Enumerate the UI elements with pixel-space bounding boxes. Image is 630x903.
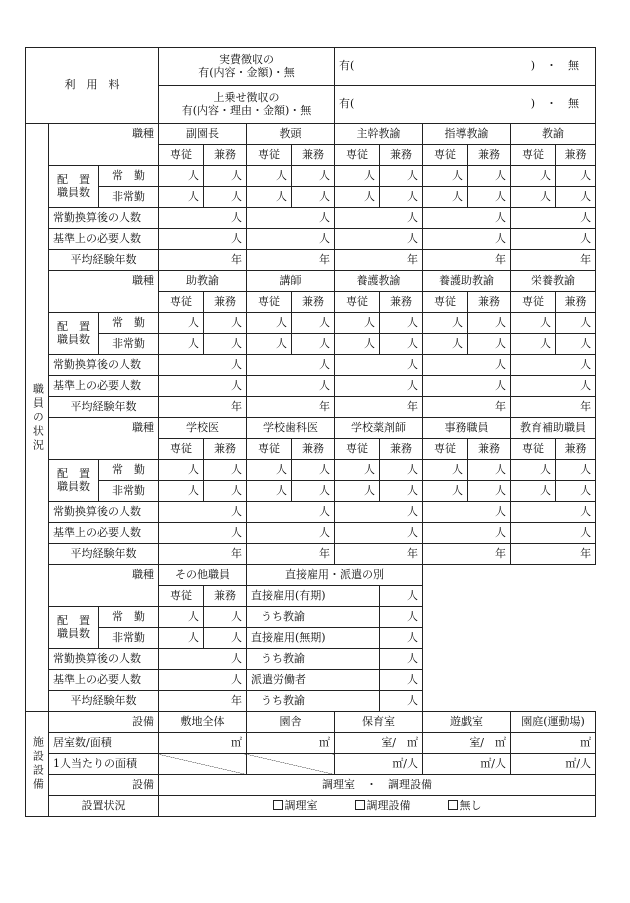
facility-col-header: 園庭(運動場) xyxy=(511,712,596,733)
staff-count-cell[interactable]: 人 xyxy=(247,481,292,502)
keiken-label: 平均経験年数 xyxy=(49,250,159,271)
staff-count-cell[interactable]: 人 xyxy=(380,334,423,355)
kenmu-header: 兼務 xyxy=(292,145,335,166)
staff-count-cell[interactable]: 人 xyxy=(159,334,204,355)
staff-sum-cell[interactable]: 年 xyxy=(335,250,423,271)
fee-extra-line1: 上乗せ徴収の xyxy=(213,90,280,104)
kenmu-header: 兼務 xyxy=(468,439,511,460)
staff-count-cell[interactable]: 人 xyxy=(335,187,380,208)
jokin-row xyxy=(26,460,596,481)
job-header: 養護助教諭 xyxy=(423,271,511,292)
staff-section-label: 職員の状況 xyxy=(26,124,49,712)
job-header: 主幹教諭 xyxy=(335,124,423,145)
staff-count-cell[interactable]: 人 xyxy=(423,460,468,481)
staff-sum-cell[interactable]: 人 xyxy=(159,670,247,691)
checkbox-icon[interactable] xyxy=(355,800,365,810)
haichi-line1: 配 置 xyxy=(57,319,90,333)
haichi-line1: 配 置 xyxy=(57,172,90,186)
staff-count-cell[interactable]: 人 xyxy=(556,460,596,481)
staff-count-cell[interactable]: 人 xyxy=(204,334,247,355)
kanzan-label: 常勤換算後の人数 xyxy=(49,355,159,376)
blank-area xyxy=(423,565,596,712)
senju-header: 専従 xyxy=(511,145,556,166)
staff-sum-cell[interactable]: 年 xyxy=(159,544,247,565)
staff-count-cell[interactable]: 人 xyxy=(247,334,292,355)
hijokin-label: 非常勤 xyxy=(99,481,159,502)
staff-sum-cell[interactable]: 年 xyxy=(335,397,423,418)
staff-count-cell[interactable]: 人 xyxy=(511,334,556,355)
employment-sub-teacher: うち教諭 xyxy=(247,691,380,712)
staff-count-cell[interactable]: 人 xyxy=(380,313,423,334)
employment-sub-teacher: うち教諭 xyxy=(247,649,380,670)
kenmu-header: 兼務 xyxy=(556,145,596,166)
kenmu-header: 兼務 xyxy=(204,145,247,166)
senju-header: 専従 xyxy=(335,292,380,313)
facility-area-value[interactable]: ㎡ xyxy=(159,733,247,754)
staff-sum-cell[interactable]: 人 xyxy=(335,376,423,397)
staff-sum-cell[interactable]: 人 xyxy=(423,229,511,250)
kenmu-header: 兼務 xyxy=(556,439,596,460)
staff-count-cell[interactable]: 人 xyxy=(159,313,204,334)
staff-count-cell[interactable]: 人 xyxy=(556,313,596,334)
staff-count-cell[interactable]: 人 xyxy=(247,313,292,334)
staff-sum-cell[interactable]: 年 xyxy=(247,397,335,418)
facility-area-value[interactable]: 室/ ㎡ xyxy=(423,733,511,754)
haichi-line1: 配 置 xyxy=(57,466,90,480)
staff-count-cell[interactable]: 人 xyxy=(423,334,468,355)
staff-count-cell[interactable]: 人 xyxy=(556,481,596,502)
staff-sum-cell[interactable]: 年 xyxy=(247,250,335,271)
facility-per-label: 1人当たりの面積 xyxy=(49,754,159,775)
option-kitchen-room[interactable] xyxy=(273,799,318,812)
fee-extra-value[interactable] xyxy=(335,86,596,124)
haichi-line2: 職員数 xyxy=(57,185,90,199)
staff-sum-cell[interactable]: 人 xyxy=(247,523,335,544)
keiken-row xyxy=(26,250,596,271)
jokin-label: 常 勤 xyxy=(99,460,159,481)
facility-na-cell xyxy=(159,754,247,775)
jokin-label: 常 勤 xyxy=(99,313,159,334)
staff-count-cell[interactable]: 人 xyxy=(556,187,596,208)
kijun-label: 基準上の必要人数 xyxy=(49,376,159,397)
haichi-line2: 職員数 xyxy=(57,626,90,640)
staff-sum-cell[interactable]: 人 xyxy=(159,376,247,397)
senju-header: 専従 xyxy=(423,439,468,460)
fee-extra-suffix: ) ・ 無 xyxy=(530,97,580,111)
fee-actual-line1: 実費徴収の xyxy=(219,52,275,66)
haichi-line2: 職員数 xyxy=(57,479,90,493)
staff-sum-cell[interactable]: 人 xyxy=(247,229,335,250)
facility-col-header: 敷地全体 xyxy=(159,712,247,733)
option-label: 調理室 xyxy=(284,798,318,812)
staff-count-cell[interactable]: 人 xyxy=(511,313,556,334)
senju-header: 専従 xyxy=(423,145,468,166)
staff-count-cell[interactable]: 人 xyxy=(159,166,204,187)
job-header: 指導教諭 xyxy=(423,124,511,145)
staff-sum-cell[interactable]: 人 xyxy=(335,523,423,544)
kanzan-row xyxy=(26,355,596,376)
kijun-row xyxy=(26,229,596,250)
staff-count-cell[interactable]: 人 xyxy=(556,334,596,355)
facility-per-value[interactable]: ㎡/人 xyxy=(423,754,511,775)
senju-header: 専従 xyxy=(335,439,380,460)
staff-count-cell[interactable]: 人 xyxy=(292,166,335,187)
staff-count-cell[interactable]: 人 xyxy=(335,166,380,187)
kanzan-label: 常勤換算後の人数 xyxy=(49,649,159,670)
install-options xyxy=(159,796,596,817)
kanzan-row xyxy=(26,208,596,229)
staff-count-cell[interactable]: 人 xyxy=(468,481,511,502)
senju-header: 専従 xyxy=(247,292,292,313)
staff-sum-cell[interactable]: 年 xyxy=(511,250,596,271)
checkbox-icon[interactable] xyxy=(273,800,283,810)
hijokin-label: 非常勤 xyxy=(99,334,159,355)
job-header: 学校医 xyxy=(159,418,247,439)
job-header: 助教諭 xyxy=(159,271,247,292)
job-header: 教諭 xyxy=(511,124,596,145)
staff-count-cell[interactable]: 人 xyxy=(468,334,511,355)
staff-sum-cell[interactable]: 人 xyxy=(423,502,511,523)
facility-col-header: 園舎 xyxy=(247,712,335,733)
staff-count-cell[interactable]: 人 xyxy=(468,313,511,334)
staff-count-cell[interactable]: 人 xyxy=(204,628,247,649)
staff-sum-cell[interactable]: 年 xyxy=(423,397,511,418)
staff-count-cell[interactable]: 人 xyxy=(423,481,468,502)
jokin-row xyxy=(26,166,596,187)
staff-sum-cell[interactable]: 人 xyxy=(159,355,247,376)
facility-per-value[interactable]: ㎡/人 xyxy=(335,754,423,775)
staff-sum-cell[interactable]: 年 xyxy=(159,397,247,418)
staff-count-cell[interactable]: 人 xyxy=(423,313,468,334)
senju-header: 専従 xyxy=(423,292,468,313)
kenmu-header: 兼務 xyxy=(468,145,511,166)
fee-actual-suffix: ) ・ 無 xyxy=(530,59,580,73)
staff-sum-cell[interactable]: 人 xyxy=(159,208,247,229)
staff-sum-cell[interactable]: 年 xyxy=(423,544,511,565)
job-header: 教育補助職員 xyxy=(511,418,596,439)
staff-count-cell[interactable]: 人 xyxy=(292,313,335,334)
staff-count-cell[interactable]: 人 xyxy=(556,166,596,187)
hijokin-row xyxy=(26,187,596,208)
application-form xyxy=(25,47,595,817)
kijun-row xyxy=(26,523,596,544)
staff-count-cell[interactable]: 人 xyxy=(292,460,335,481)
staff-sum-cell[interactable]: 年 xyxy=(335,544,423,565)
senju-header: 専従 xyxy=(159,586,204,607)
kenmu-header: 兼務 xyxy=(556,292,596,313)
facility-col-header: 保育室 xyxy=(335,712,423,733)
shokushu-label-3: 職種 xyxy=(49,418,159,460)
jokin-label: 常 勤 xyxy=(99,607,159,628)
staff-count-cell[interactable]: 人 xyxy=(468,187,511,208)
staff-sum-cell[interactable]: 人 xyxy=(423,355,511,376)
employment-dispatch: 派遣労働者 xyxy=(247,670,380,691)
senju-header: 専従 xyxy=(335,145,380,166)
senju-header: 専従 xyxy=(159,439,204,460)
senju-header: 専従 xyxy=(511,292,556,313)
staff-sum-cell[interactable]: 人 xyxy=(511,523,596,544)
staff-count-cell[interactable]: 人 xyxy=(247,166,292,187)
shokushu-label-1: 職種 xyxy=(49,124,159,166)
hijokin-label: 非常勤 xyxy=(99,187,159,208)
staff-sum-cell[interactable]: 人 xyxy=(511,229,596,250)
staff-sum-cell[interactable]: 人 xyxy=(247,376,335,397)
staff-count-cell[interactable]: 人 xyxy=(204,481,247,502)
keiken-label: 平均経験年数 xyxy=(49,397,159,418)
kenmu-header: 兼務 xyxy=(204,292,247,313)
jokin-row xyxy=(26,313,596,334)
staff-sum-cell[interactable]: 年 xyxy=(423,250,511,271)
staff-count-cell[interactable]: 人 xyxy=(380,460,423,481)
job-header: 養護教諭 xyxy=(335,271,423,292)
kenmu-header: 兼務 xyxy=(204,586,247,607)
staff-count-cell[interactable]: 人 xyxy=(335,481,380,502)
kenmu-header: 兼務 xyxy=(380,145,423,166)
employment-value[interactable]: 人 xyxy=(380,628,423,649)
jokin-label: 常 勤 xyxy=(99,166,159,187)
keiken-row xyxy=(26,397,596,418)
employment-type-header: 直接雇用・派遣の別 xyxy=(247,565,423,586)
employment-direct-fixed: 直接雇用(有期) xyxy=(247,586,380,607)
staff-count-cell[interactable]: 人 xyxy=(292,334,335,355)
staff-count-cell[interactable]: 人 xyxy=(380,166,423,187)
kanzan-row xyxy=(26,502,596,523)
form-table xyxy=(25,47,596,817)
staff-count-cell[interactable]: 人 xyxy=(468,166,511,187)
shokushu-label-2: 職種 xyxy=(49,271,159,313)
staff-count-cell[interactable]: 人 xyxy=(159,607,204,628)
fee-actual-value[interactable] xyxy=(335,48,596,86)
fee-label: 利 用 料 xyxy=(26,48,159,124)
staff-count-cell[interactable]: 人 xyxy=(468,460,511,481)
kenmu-header: 兼務 xyxy=(292,439,335,460)
kitchen-label: 調理室 ・ 調理設備 xyxy=(159,775,596,796)
staff-sum-cell[interactable]: 人 xyxy=(335,208,423,229)
staff-sum-cell[interactable]: 人 xyxy=(423,208,511,229)
staff-sum-cell[interactable]: 人 xyxy=(159,502,247,523)
keiken-label: 平均経験年数 xyxy=(49,691,159,712)
staff-count-cell[interactable]: 人 xyxy=(511,187,556,208)
staff-sum-cell[interactable]: 人 xyxy=(511,355,596,376)
employment-value[interactable]: 人 xyxy=(380,691,423,712)
job-header: 副園長 xyxy=(159,124,247,145)
kijun-label: 基準上の必要人数 xyxy=(49,670,159,691)
facility-area-value[interactable]: ㎡ xyxy=(247,733,335,754)
staff-sum-cell[interactable]: 人 xyxy=(247,208,335,229)
staff-sum-cell[interactable]: 人 xyxy=(511,502,596,523)
staff-count-cell[interactable]: 人 xyxy=(204,166,247,187)
kanzan-label: 常勤換算後の人数 xyxy=(49,502,159,523)
staff-sum-cell[interactable]: 人 xyxy=(335,355,423,376)
staff-sum-cell[interactable]: 人 xyxy=(247,355,335,376)
fee-extra-prefix: 有( xyxy=(339,97,355,111)
staff-count-cell[interactable]: 人 xyxy=(511,481,556,502)
checkbox-icon[interactable] xyxy=(448,800,458,810)
senju-header: 専従 xyxy=(247,145,292,166)
senju-header: 専従 xyxy=(511,439,556,460)
staff-count-cell[interactable]: 人 xyxy=(423,187,468,208)
staff-sum-cell[interactable]: 年 xyxy=(511,544,596,565)
job-header: 栄養教諭 xyxy=(511,271,596,292)
facility-na-cell xyxy=(247,754,335,775)
haichi-label xyxy=(49,607,99,649)
install-status-label: 設置状況 xyxy=(49,796,159,817)
kenmu-header: 兼務 xyxy=(292,292,335,313)
staff-count-cell[interactable]: 人 xyxy=(204,313,247,334)
staff-count-cell[interactable]: 人 xyxy=(292,187,335,208)
kijun-label: 基準上の必要人数 xyxy=(49,523,159,544)
job-header-other: その他職員 xyxy=(159,565,247,586)
option-kitchen-equipment[interactable] xyxy=(355,799,411,812)
staff-sum-cell[interactable]: 人 xyxy=(423,376,511,397)
employment-sub-teacher: うち教諭 xyxy=(247,607,380,628)
employment-value[interactable]: 人 xyxy=(380,670,423,691)
staff-count-cell[interactable]: 人 xyxy=(204,187,247,208)
option-label: 無し xyxy=(459,798,482,812)
job-header: 講師 xyxy=(247,271,335,292)
keiken-row xyxy=(26,544,596,565)
senju-header: 専従 xyxy=(159,145,204,166)
staff-count-cell[interactable]: 人 xyxy=(511,460,556,481)
staff-count-cell[interactable]: 人 xyxy=(380,187,423,208)
staff-sum-cell[interactable]: 人 xyxy=(247,502,335,523)
facility-area-value[interactable]: ㎡ xyxy=(511,733,596,754)
option-none[interactable] xyxy=(448,799,482,812)
staff-count-cell[interactable]: 人 xyxy=(335,313,380,334)
staff-count-cell[interactable]: 人 xyxy=(159,460,204,481)
staff-count-cell[interactable]: 人 xyxy=(159,628,204,649)
employment-value[interactable]: 人 xyxy=(380,607,423,628)
fee-actual-label xyxy=(159,48,335,86)
fee-extra-label xyxy=(159,86,335,124)
kijun-label: 基準上の必要人数 xyxy=(49,229,159,250)
facility-area-value[interactable]: 室/ ㎡ xyxy=(335,733,423,754)
fee-actual-line2: 有(内容・金額)・無 xyxy=(198,65,295,79)
staff-count-cell[interactable]: 人 xyxy=(247,187,292,208)
haichi-label xyxy=(49,313,99,355)
keiken-label: 平均経験年数 xyxy=(49,544,159,565)
staff-count-cell[interactable]: 人 xyxy=(335,334,380,355)
kenmu-header: 兼務 xyxy=(380,292,423,313)
job-header: 学校薬剤師 xyxy=(335,418,423,439)
job-header: 学校歯科医 xyxy=(247,418,335,439)
haichi-label xyxy=(49,460,99,502)
staff-sum-cell[interactable]: 人 xyxy=(159,649,247,670)
staff-sum-cell[interactable]: 人 xyxy=(511,208,596,229)
haichi-label xyxy=(49,166,99,208)
hijokin-label: 非常勤 xyxy=(99,628,159,649)
facility-col-header: 遊戯室 xyxy=(423,712,511,733)
employment-value[interactable]: 人 xyxy=(380,649,423,670)
staff-sum-cell[interactable]: 人 xyxy=(159,523,247,544)
kijun-row xyxy=(26,376,596,397)
staff-sum-cell[interactable]: 人 xyxy=(159,229,247,250)
kanzan-label: 常勤換算後の人数 xyxy=(49,208,159,229)
kenmu-header: 兼務 xyxy=(468,292,511,313)
fee-actual-prefix: 有( xyxy=(339,59,355,73)
employment-direct-permanent: 直接雇用(無期) xyxy=(247,628,380,649)
staff-count-cell[interactable]: 人 xyxy=(423,166,468,187)
staff-count-cell[interactable]: 人 xyxy=(247,460,292,481)
haichi-line2: 職員数 xyxy=(57,332,90,346)
staff-count-cell[interactable]: 人 xyxy=(380,481,423,502)
employment-value[interactable]: 人 xyxy=(380,586,423,607)
staff-sum-cell[interactable]: 年 xyxy=(159,250,247,271)
job-header: 教頭 xyxy=(247,124,335,145)
staff-count-cell[interactable]: 人 xyxy=(511,166,556,187)
facility-setsubi-label-2: 設備 xyxy=(49,775,159,796)
facility-per-value[interactable]: ㎡/人 xyxy=(511,754,596,775)
staff-count-cell[interactable]: 人 xyxy=(204,460,247,481)
hijokin-row xyxy=(26,481,596,502)
staff-sum-cell[interactable]: 人 xyxy=(511,376,596,397)
staff-sum-cell[interactable]: 年 xyxy=(159,691,247,712)
staff-sum-cell[interactable]: 人 xyxy=(335,229,423,250)
staff-sum-cell[interactable]: 人 xyxy=(335,502,423,523)
staff-count-cell[interactable]: 人 xyxy=(204,607,247,628)
facility-setsubi-label: 設備 xyxy=(49,712,159,733)
senju-header: 専従 xyxy=(247,439,292,460)
kenmu-header: 兼務 xyxy=(204,439,247,460)
shokushu-label-4: 職種 xyxy=(49,565,159,607)
option-label: 調理設備 xyxy=(366,798,411,812)
senju-header: 専従 xyxy=(159,292,204,313)
job-header: 事務職員 xyxy=(423,418,511,439)
staff-count-cell[interactable]: 人 xyxy=(159,481,204,502)
kenmu-header: 兼務 xyxy=(380,439,423,460)
facility-section-label: 施設設備 xyxy=(26,712,49,817)
facility-area-label: 居室数/面積 xyxy=(49,733,159,754)
staff-count-cell[interactable]: 人 xyxy=(159,187,204,208)
staff-sum-cell[interactable]: 年 xyxy=(247,544,335,565)
fee-extra-line2: 有(内容・理由・金額)・無 xyxy=(181,103,312,117)
haichi-line1: 配 置 xyxy=(57,613,90,627)
staff-sum-cell[interactable]: 年 xyxy=(511,397,596,418)
staff-count-cell[interactable]: 人 xyxy=(292,481,335,502)
hijokin-row xyxy=(26,334,596,355)
staff-count-cell[interactable]: 人 xyxy=(335,460,380,481)
staff-sum-cell[interactable]: 人 xyxy=(423,523,511,544)
